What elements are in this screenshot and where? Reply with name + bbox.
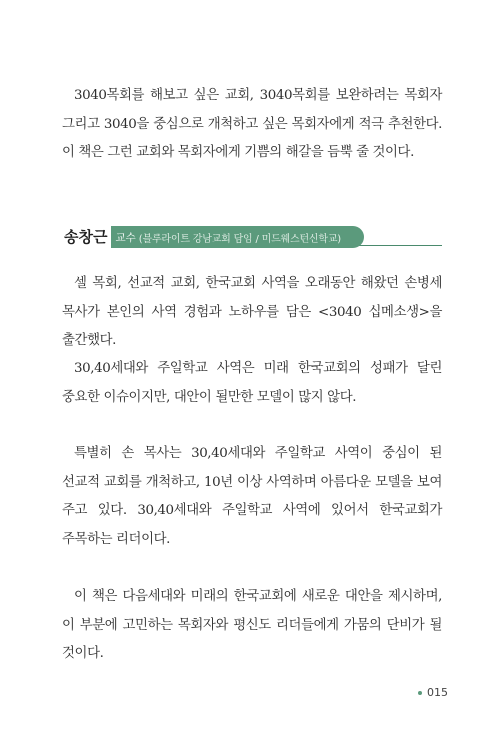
bullet-dot-icon [418,691,422,695]
body-paragraph: 이 책은 다음세대와 미래의 한국교회에 새로운 대안을 제시하며, 이 부분에 고민하는 목회자와 평신도 리더들에게 가뭄의 단비가 될 것이다. [62,589,442,661]
endorser-name: 송창근 [64,226,111,248]
page-number [418,686,448,699]
body-paragraph: 30,40세대와 주일학교 사역은 미래 한국교회의 성패가 달린 중요한 이슈이지만, 대안이 될만한 모델이 많지 않다. [62,361,442,405]
endorser-banner [64,226,364,248]
endorser-title: 교수 [115,231,136,244]
body-paragraph: 셀 목회, 선교적 교회, 한국교회 사역을 오래동안 해왔던 손병세 목사가 본인의 사역 경험과 노하우를 담은 <3040 십메소생>을 출간했다. [62,276,442,348]
page-number-text: 015 [427,686,448,699]
intro-paragraph: 3040목회를 해보고 싶은 교회, 3040목회를 보완하려는 목회자 그리고 3040을 중심으로 개척하고 싶은 목회자에게 적극 추천한다. 이 책은 그런 교회와 목회자에게 기쁨의 해갈을 듬뿍 줄 것이다. [62,88,442,160]
endorser-heading [64,226,442,248]
body-paragraph: 특별히 손 목사는 30,40세대와 주일학교 사역이 중심이 된 선교적 교회를 개척하고, 10년 이상 사역하며 아름다운 모델을 보여 주고 있다. 30,40세대와 주일학교 사역에 있어서 한국교회가 주목하는 리더이다. [62,446,442,547]
endorser-affiliation: (블루라이트 강남교회 담임 / 미드웨스턴신학교) [138,233,342,245]
